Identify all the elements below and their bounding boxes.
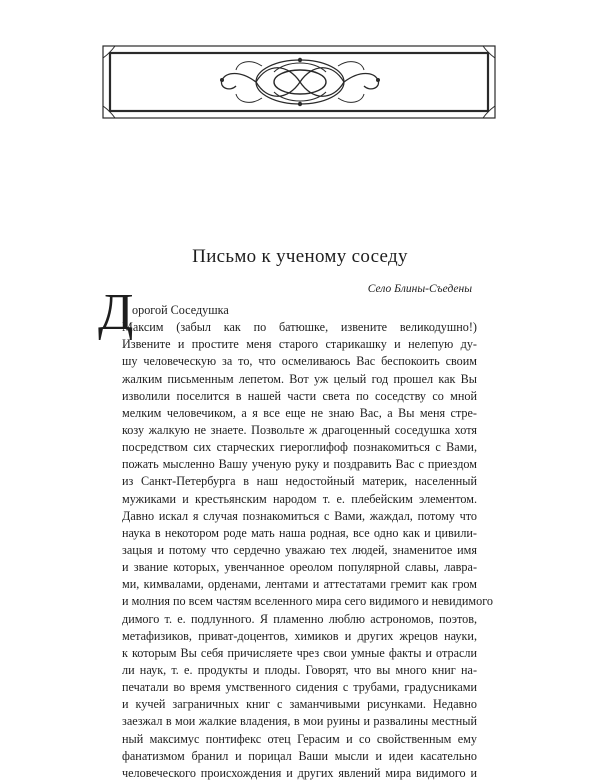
body-line: димого т. е. подлунного. Я пламенно люблю астрономов, поэтов, (122, 611, 477, 626)
body-line: жалким письменным лепетом. Вот уж целый год прошел как Вы (122, 371, 477, 386)
body-line: из Санкт-Петербурга в наш недостойный материк, населенный (122, 474, 477, 489)
body-line: наука в некотором роде мать наша родная, все одно как и цивили- (122, 525, 477, 540)
body-line: мелким человечиком, а я все еще не знаю Вас, а Вы меня стре- (122, 405, 477, 420)
letter-title: Письмо к ученому соседу (192, 246, 408, 267)
body-line: заезжал в мои жалкие владения, в мои руины и развалины местный (122, 714, 477, 729)
body-line: метафизиков, приват-доцентов, химиков и других жрецов науки, (122, 628, 477, 643)
body-line: ми, кимвалами, орденами, лентами и аттестатами гремит как гром (122, 577, 477, 592)
body-line: ли наук, т. е. продукты и плоды. Говорят, что вы много книг на- (122, 662, 477, 677)
body-line: человеческого происхождения и других явлений мира видимого и (122, 765, 477, 780)
body-line: зацыя и потому что сердечно уважаю тех людей, знаменитое имя (122, 542, 477, 557)
body-line: фанатизмом бранил и порицал Ваши мысли и идеи касательно (122, 748, 477, 763)
body-line: мужиками и крестьянским народом т. е. плебейским элементом. (122, 491, 477, 506)
body-line: Максим (забыл как по батюшке, извените великодушно!) (122, 320, 477, 335)
body-line: козу жалкую не знаете. Позвольте ж драгоценный соседушка хотя (122, 422, 477, 437)
body-line: пожать мысленно Вашу ученую руку и поздравить Вас с приездом (122, 457, 477, 472)
body-line: и кучей заграничных книг с заманчивыми рисунками. Недавно (122, 697, 477, 712)
letter-body (122, 302, 493, 782)
header-ornament (0, 0, 600, 130)
body-line: и молния по всем частям вселенного мира сего видимого и невидимого (122, 594, 493, 609)
body-line: и звание которых, увенчанное ореолом популярной славы, лавра- (122, 560, 477, 575)
body-line: орогой Соседушка (132, 303, 229, 317)
body-line: Извените и простите меня старого старикашку и нелепую ду- (122, 337, 477, 352)
drop-cap: Д (98, 284, 134, 341)
body-line: к которым Вы себя причисляете чрез свои умные факты и отрасли (122, 645, 477, 660)
body-line: шу человеческую за то, что осмеливаюсь Вас беспокоить своим (122, 354, 477, 369)
body-line: посредством сих старческих гиероглифоф познакомиться с Вами, (122, 440, 477, 455)
body-line: ный максимус понтифекс отец Герасим и со свойственным ему (122, 731, 477, 746)
body-line: печатали во время умственного сидения с трубами, градусниками (122, 680, 477, 695)
letter-place: Село Блины-Съедены (367, 283, 472, 295)
body-line: Давно искал я случая познакомиться с Вами, жаждал, потому что (122, 508, 477, 523)
body-line: изволили поселится в нашей части света по соседству со мной (122, 388, 477, 403)
